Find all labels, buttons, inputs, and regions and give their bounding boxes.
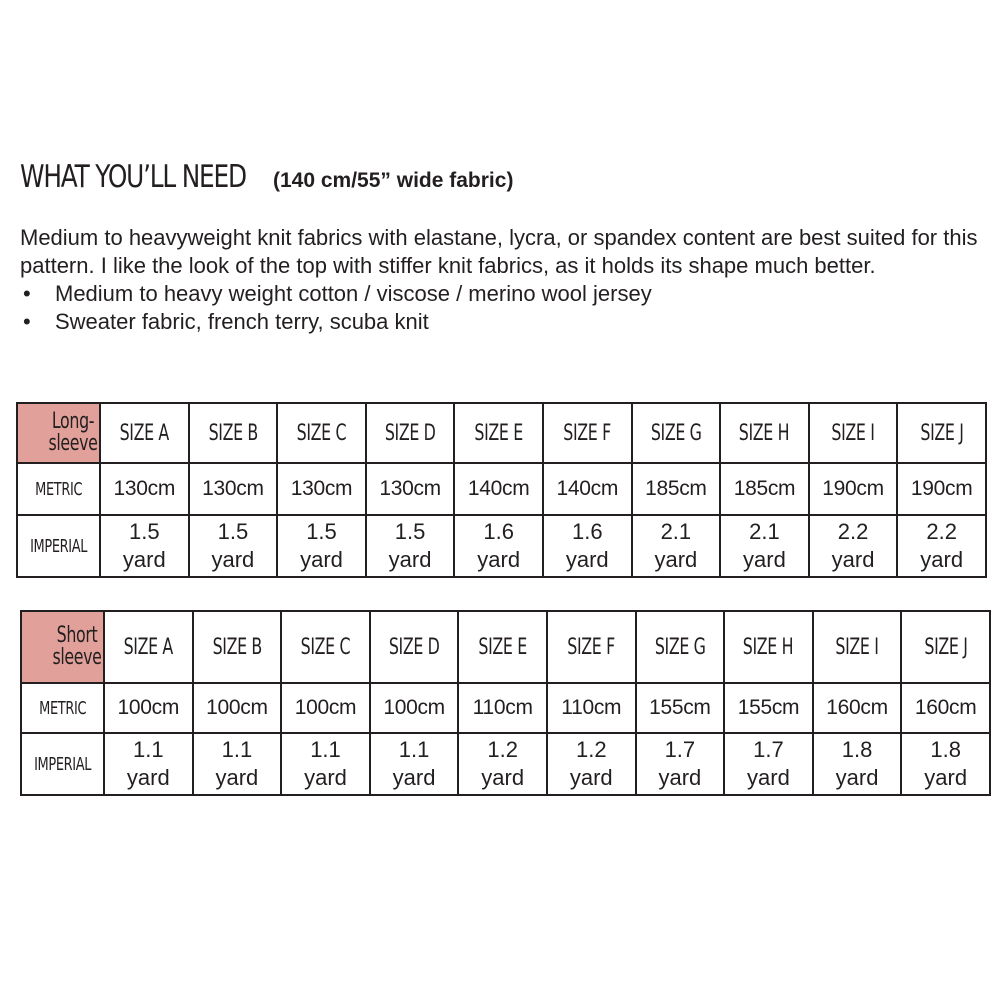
metric-value-cell: 130cm — [100, 463, 189, 515]
imperial-unit: yard — [831, 547, 875, 572]
metric-value-cell: 140cm — [454, 463, 543, 515]
imperial-amount: 1.1 — [221, 737, 253, 762]
page-heading — [20, 158, 513, 195]
size-header-cell — [366, 403, 455, 463]
imperial-label: IMPERIAL — [29, 535, 88, 557]
list-item — [20, 308, 980, 336]
imperial-unit: yard — [126, 765, 170, 790]
metric-label-cell — [17, 463, 100, 515]
size-header-cell — [897, 403, 986, 463]
size-label: SIZE C — [300, 634, 351, 660]
imperial-row — [21, 733, 990, 795]
size-header-cell — [809, 403, 898, 463]
page-subtitle: (140 cm/55” wide fabric) — [273, 169, 514, 192]
imperial-amount: 1.1 — [133, 737, 164, 762]
imperial-unit: yard — [658, 765, 702, 790]
imperial-amount: 2.2 — [926, 519, 957, 544]
imperial-value-cell — [193, 733, 282, 795]
sleeve-label-line2: sleeve — [52, 645, 102, 670]
metric-value-cell: 130cm — [366, 463, 455, 515]
imperial-unit: yard — [569, 765, 613, 790]
size-header-cell — [189, 403, 278, 463]
metric-value-cell: 100cm — [370, 683, 459, 733]
intro-section — [20, 224, 980, 336]
size-header-cell — [193, 611, 282, 683]
metric-value-cell: 155cm — [636, 683, 725, 733]
metric-value-cell: 185cm — [632, 463, 721, 515]
imperial-unit: yard — [565, 547, 609, 572]
imperial-unit: yard — [215, 765, 259, 790]
imperial-amount: 1.1 — [310, 737, 341, 762]
imperial-amount: 1.1 — [398, 737, 430, 762]
size-label: SIZE J — [924, 634, 968, 660]
size-label: SIZE C — [296, 420, 347, 446]
size-header-cell — [543, 403, 632, 463]
sleeve-label-cell — [21, 611, 104, 683]
metric-value-cell: 100cm — [193, 683, 282, 733]
imperial-value-cell — [370, 733, 459, 795]
imperial-label-cell — [17, 515, 100, 577]
imperial-value-cell — [632, 515, 721, 577]
size-header-cell — [720, 403, 809, 463]
size-header-cell — [100, 403, 189, 463]
size-header-cell — [724, 611, 813, 683]
size-header-cell — [454, 403, 543, 463]
metric-label: METRIC — [34, 478, 82, 500]
imperial-amount: 1.5 — [217, 519, 249, 544]
metric-label: METRIC — [38, 697, 86, 719]
imperial-value-cell — [277, 515, 366, 577]
size-label: SIZE H — [739, 420, 790, 446]
size-header-row — [17, 403, 986, 463]
fabric-list — [20, 280, 980, 336]
imperial-value-cell — [901, 733, 990, 795]
size-label: SIZE E — [478, 634, 527, 660]
size-label: SIZE B — [212, 634, 262, 660]
metric-row — [21, 683, 990, 733]
imperial-unit: yard — [920, 547, 964, 572]
sleeve-label-line2: sleeve — [48, 431, 98, 456]
size-label: SIZE I — [835, 634, 879, 660]
imperial-unit: yard — [392, 765, 436, 790]
size-header-cell — [636, 611, 725, 683]
metric-value-cell: 110cm — [458, 683, 547, 733]
imperial-amount: 1.6 — [483, 519, 514, 544]
sleeve-label-line1: Long- — [51, 409, 95, 434]
sleeve-label-line1: Short — [56, 623, 98, 648]
imperial-unit: yard — [304, 765, 347, 790]
imperial-value-cell — [813, 733, 902, 795]
imperial-amount: 1.8 — [930, 737, 961, 762]
bullet-icon: • — [23, 281, 31, 306]
size-header-cell — [901, 611, 990, 683]
imperial-value-cell — [809, 515, 898, 577]
size-label: SIZE B — [208, 420, 258, 446]
imperial-unit: yard — [388, 547, 432, 572]
imperial-unit: yard — [743, 547, 786, 572]
imperial-label: IMPERIAL — [33, 753, 92, 775]
imperial-amount: 1.7 — [753, 737, 784, 762]
metric-value-cell: 130cm — [277, 463, 366, 515]
imperial-unit: yard — [654, 547, 698, 572]
size-header-row — [21, 611, 990, 683]
size-header-cell — [277, 403, 366, 463]
imperial-amount: 1.2 — [575, 737, 607, 762]
imperial-unit: yard — [122, 547, 166, 572]
imperial-value-cell — [724, 733, 813, 795]
metric-value-cell: 110cm — [547, 683, 636, 733]
size-label: SIZE H — [743, 634, 794, 660]
bullet-icon: • — [23, 309, 31, 334]
list-item-text: Medium to heavy weight cotton / viscose / merino wool jersey — [55, 281, 652, 306]
size-label: SIZE A — [123, 634, 173, 660]
imperial-unit: yard — [924, 765, 968, 790]
metric-value-cell: 100cm — [104, 683, 193, 733]
size-label: SIZE E — [474, 420, 523, 446]
imperial-value-cell — [543, 515, 632, 577]
sleeve-label-cell — [17, 403, 100, 463]
metric-value-cell: 160cm — [901, 683, 990, 733]
metric-value-cell: 190cm — [897, 463, 986, 515]
short-sleeve-table — [20, 610, 991, 796]
metric-value-cell: 185cm — [720, 463, 809, 515]
imperial-unit: yard — [481, 765, 525, 790]
imperial-value-cell — [189, 515, 278, 577]
size-header-cell — [632, 403, 721, 463]
imperial-value-cell — [547, 733, 636, 795]
imperial-amount: 2.2 — [837, 519, 869, 544]
page-title: WHAT YOU’LL NEED — [20, 159, 246, 195]
metric-value-cell: 130cm — [189, 463, 278, 515]
metric-row — [17, 463, 986, 515]
size-header-cell — [547, 611, 636, 683]
metric-label-cell — [21, 683, 104, 733]
imperial-amount: 2.1 — [660, 519, 692, 544]
list-item — [20, 280, 980, 308]
size-label: SIZE G — [650, 420, 702, 446]
imperial-amount: 1.6 — [571, 519, 603, 544]
metric-value-cell: 140cm — [543, 463, 632, 515]
imperial-unit: yard — [477, 547, 521, 572]
imperial-amount: 1.2 — [487, 737, 518, 762]
imperial-amount: 1.5 — [129, 519, 160, 544]
imperial-unit: yard — [211, 547, 255, 572]
imperial-label-cell — [21, 733, 104, 795]
imperial-value-cell — [897, 515, 986, 577]
imperial-value-cell — [100, 515, 189, 577]
size-label: SIZE F — [563, 420, 612, 446]
size-header-cell — [281, 611, 370, 683]
size-label: SIZE G — [654, 634, 706, 660]
long-sleeve-table — [16, 402, 987, 578]
size-label: SIZE J — [920, 420, 964, 446]
imperial-value-cell — [454, 515, 543, 577]
size-label: SIZE D — [384, 420, 436, 446]
size-label: SIZE A — [119, 420, 169, 446]
metric-value-cell: 190cm — [809, 463, 898, 515]
imperial-row — [17, 515, 986, 577]
imperial-amount: 1.7 — [664, 737, 696, 762]
imperial-unit: yard — [835, 765, 879, 790]
imperial-amount: 1.5 — [306, 519, 337, 544]
imperial-value-cell — [720, 515, 809, 577]
size-header-cell — [813, 611, 902, 683]
imperial-value-cell — [104, 733, 193, 795]
imperial-unit: yard — [300, 547, 343, 572]
imperial-value-cell — [458, 733, 547, 795]
metric-value-cell: 100cm — [281, 683, 370, 733]
imperial-amount: 1.5 — [394, 519, 426, 544]
list-item-text: Sweater fabric, french terry, scuba knit — [55, 309, 429, 334]
imperial-value-cell — [636, 733, 725, 795]
intro-paragraph: Medium to heavyweight knit fabrics with elastane, lycra, or spandex content are best suited for this pattern. I like the look of the top with stiffer knit fabrics, as it holds its shape much better. — [20, 225, 978, 278]
imperial-value-cell — [366, 515, 455, 577]
size-header-cell — [370, 611, 459, 683]
imperial-unit: yard — [747, 765, 790, 790]
size-header-cell — [458, 611, 547, 683]
size-label: SIZE D — [388, 634, 440, 660]
imperial-amount: 1.8 — [841, 737, 873, 762]
size-label: SIZE I — [831, 420, 875, 446]
metric-value-cell: 155cm — [724, 683, 813, 733]
imperial-value-cell — [281, 733, 370, 795]
imperial-amount: 2.1 — [749, 519, 780, 544]
metric-value-cell: 160cm — [813, 683, 902, 733]
size-label: SIZE F — [567, 634, 616, 660]
size-header-cell — [104, 611, 193, 683]
